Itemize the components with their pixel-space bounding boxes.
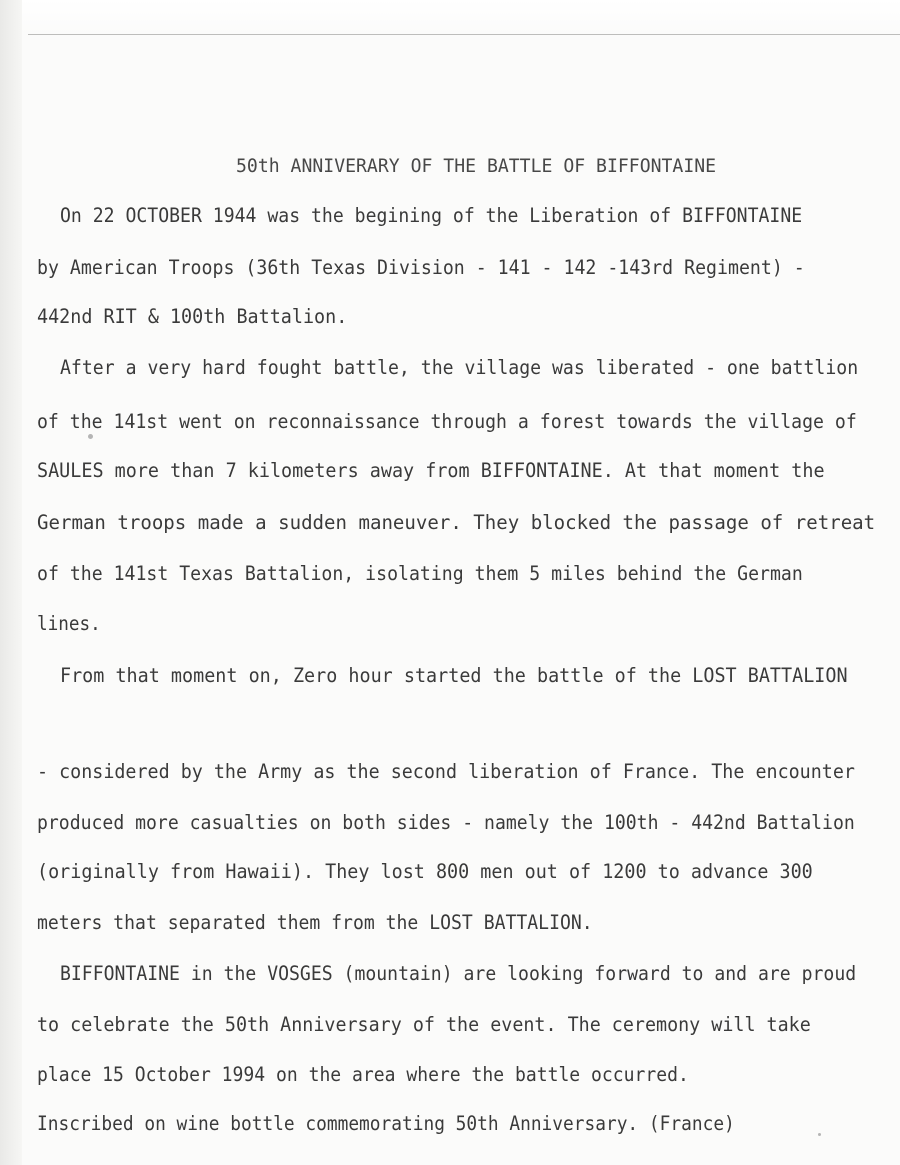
text-line-3: 442nd RIT & 100th Battalion.	[37, 305, 348, 328]
text-line-12: produced more casualties on both sides - namely the 100th - 442nd Battalion	[37, 811, 855, 834]
paper-fold-line	[28, 34, 900, 35]
text-line-10: From that moment on, Zero hour started the battle of the LOST BATTALION	[60, 664, 848, 687]
text-line-8: of the 141st Texas Battalion, isolating them 5 miles behind the German	[37, 562, 803, 585]
text-line-17: place 15 October 1994 on the area where the battle occurred.	[37, 1063, 689, 1086]
text-line-18: Inscribed on wine bottle commemorating 50th Anniversary. (France)	[37, 1112, 735, 1135]
document-title: 50th ANNIVERARY OF THE BATTLE OF BIFFONTAINE	[236, 156, 717, 177]
text-line-2: by American Troops (36th Texas Division - 141 - 142 -143rd Regiment) -	[37, 256, 805, 279]
ink-speck	[88, 434, 93, 439]
text-line-5: of the 141st went on reconnaissance through a forest towards the village of	[37, 410, 857, 433]
paper-left-edge	[0, 0, 22, 1165]
text-line-13: (originally from Hawaii). They lost 800 men out of 1200 to advance 300	[37, 860, 813, 883]
paper-top-edge	[22, 0, 900, 34]
text-line-7: German troops made a sudden maneuver. They blocked the passage of retreat	[37, 511, 876, 534]
text-line-9: lines.	[37, 612, 101, 635]
ink-speck	[818, 1133, 821, 1136]
text-line-14: meters that separated them from the LOST BATTALION.	[37, 911, 593, 934]
text-line-4: After a very hard fought battle, the village was liberated - one battlion	[60, 356, 859, 379]
text-line-1: On 22 OCTOBER 1944 was the begining of the Liberation of BIFFONTAINE	[60, 204, 803, 227]
text-line-6: SAULES more than 7 kilometers away from BIFFONTAINE. At that moment the	[37, 459, 825, 482]
text-line-16: to celebrate the 50th Anniversary of the event. The ceremony will take	[37, 1013, 811, 1036]
text-line-11: - considered by the Army as the second liberation of France. The encounter	[37, 760, 855, 783]
text-line-15: BIFFONTAINE in the VOSGES (mountain) are looking forward to and are proud	[60, 962, 857, 985]
